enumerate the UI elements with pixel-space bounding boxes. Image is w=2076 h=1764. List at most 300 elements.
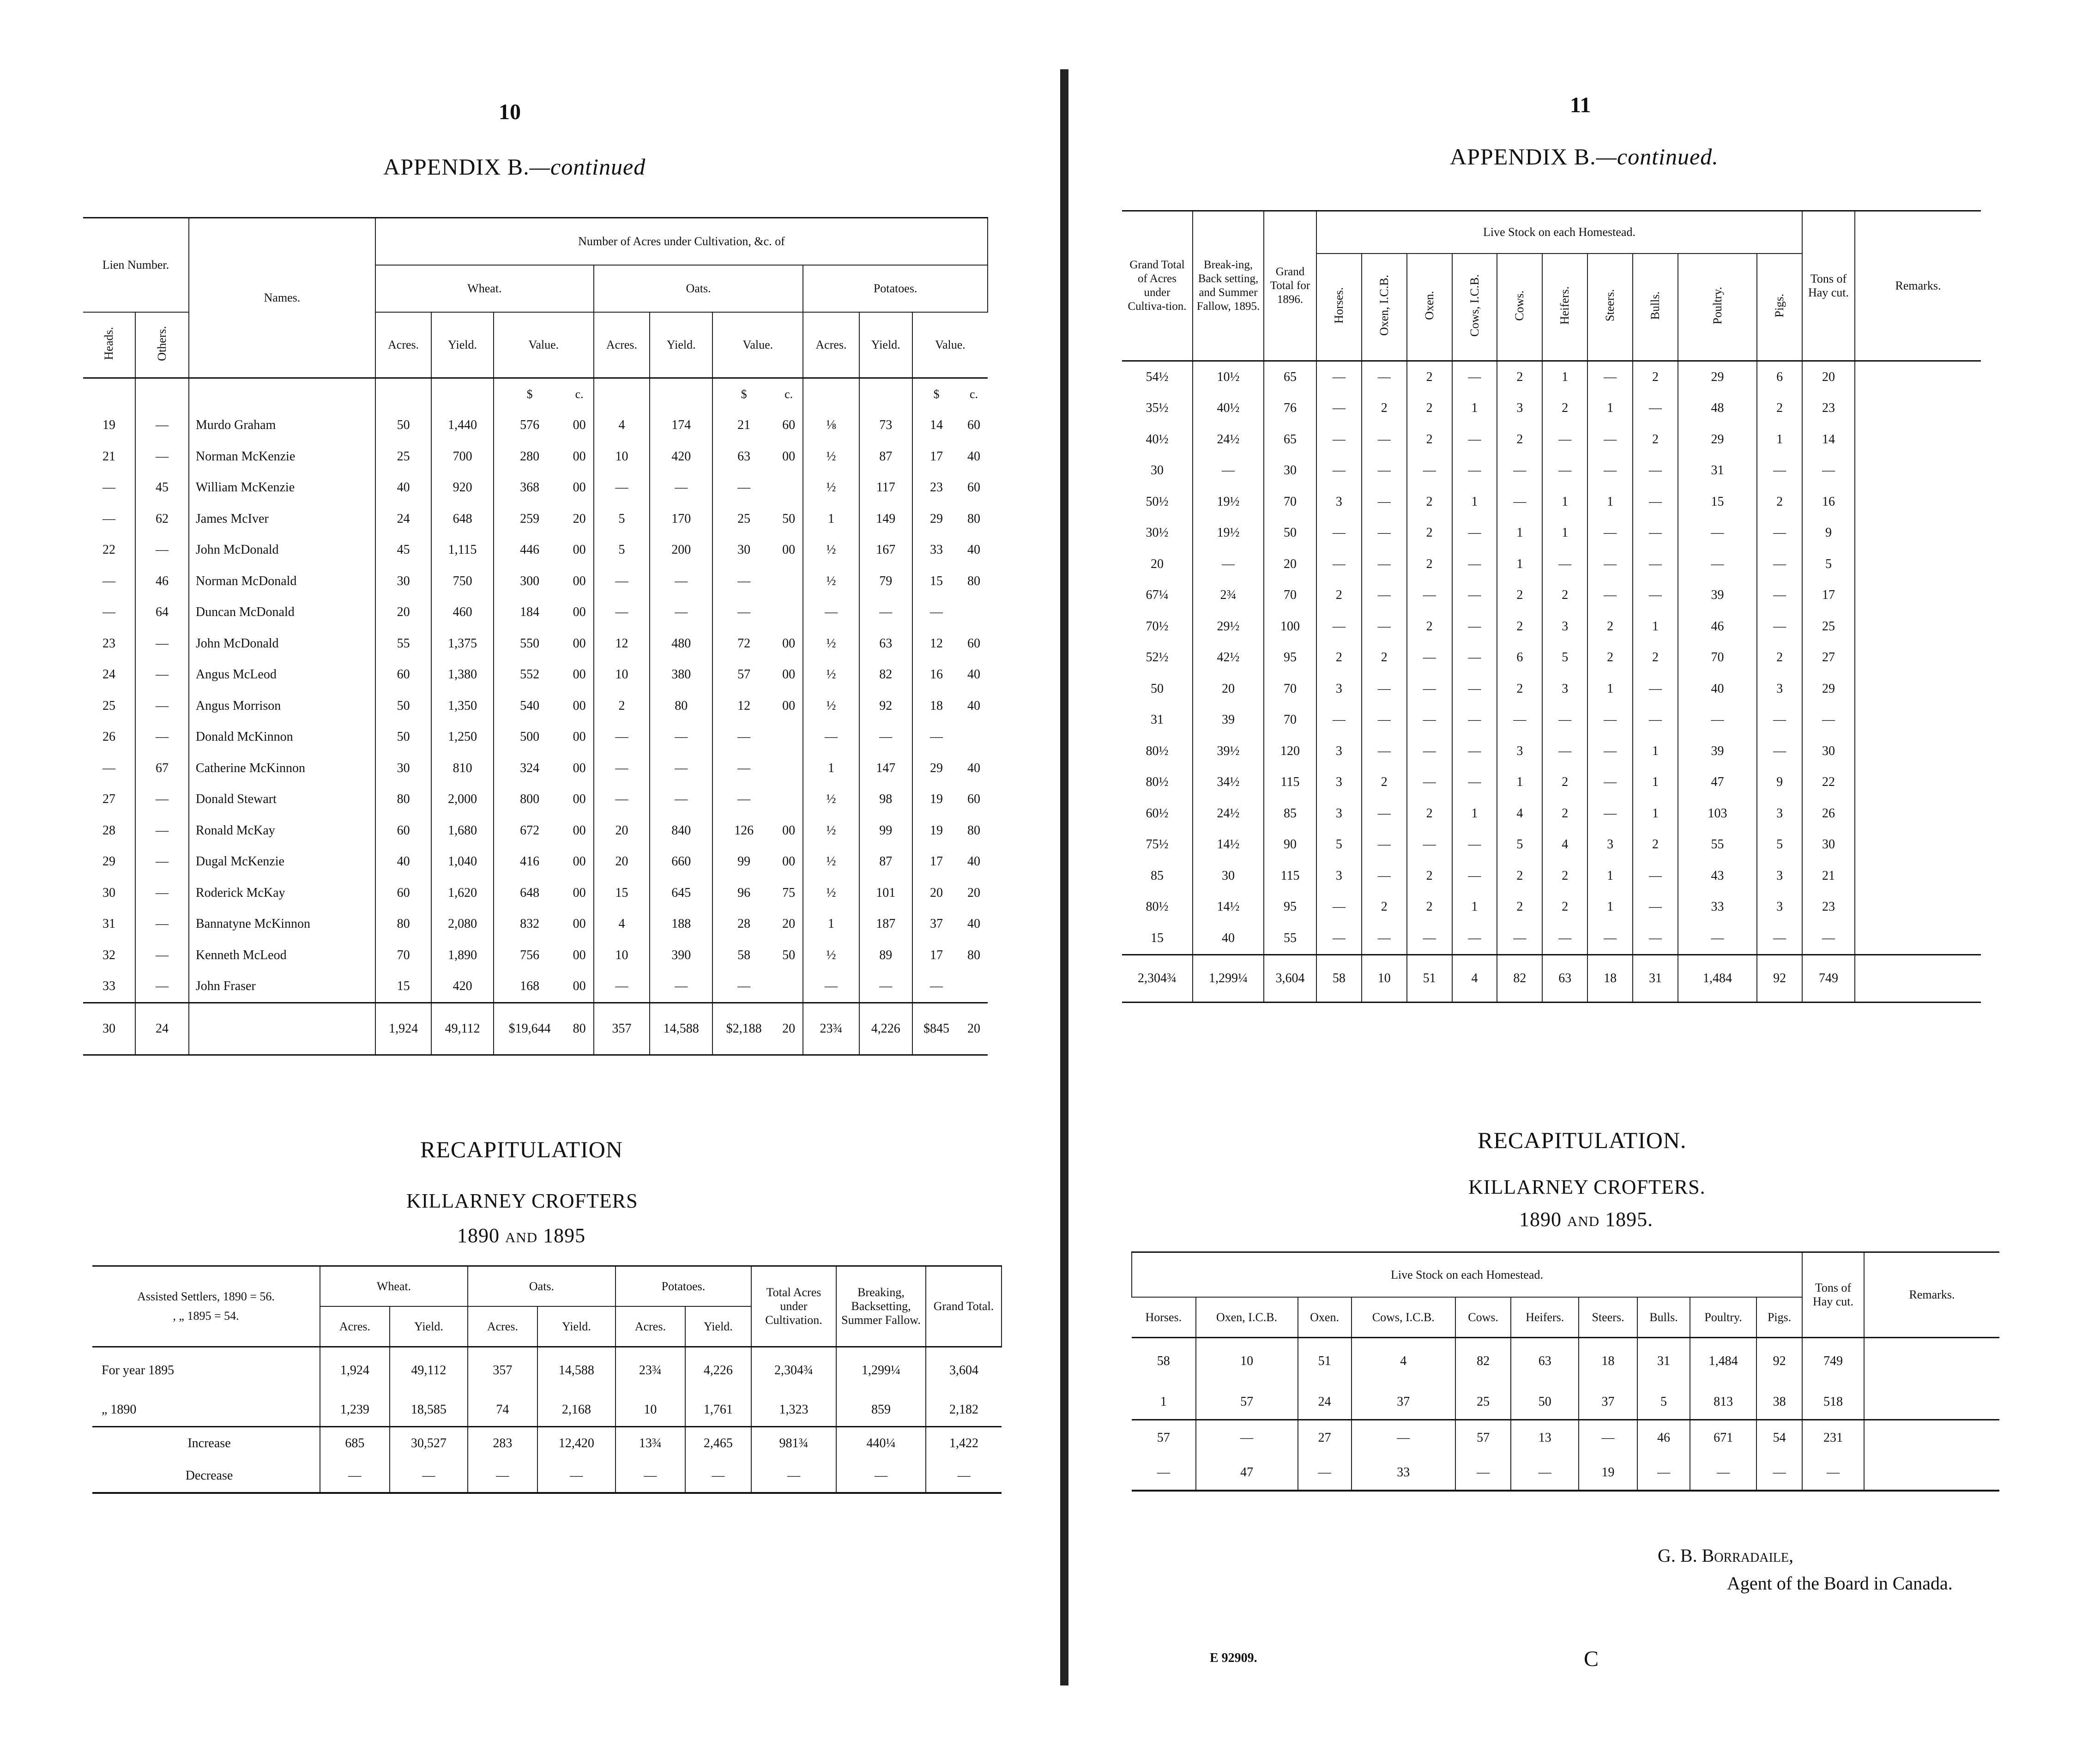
table-cell: 5	[1637, 1384, 1690, 1420]
table-cell: —	[1132, 1455, 1196, 1491]
table-cell: 31	[1122, 705, 1193, 736]
total-cell: 14,588	[650, 1003, 712, 1055]
table-cell: 300	[494, 566, 566, 597]
heads-cell: 25	[83, 690, 135, 722]
table-cell: —	[650, 597, 712, 628]
table-cell: —	[1193, 455, 1264, 487]
table-cell: ½	[803, 566, 859, 597]
table-cell: —	[594, 566, 650, 597]
table-cell: 3	[1542, 611, 1587, 642]
heads-cell: 29	[83, 846, 135, 878]
table-row	[1122, 611, 1981, 642]
remarks-cell	[1855, 705, 1981, 736]
table-cell: 1,115	[431, 535, 494, 566]
table-cell	[775, 597, 803, 628]
table-cell: 23¾	[616, 1347, 685, 1394]
table-cell: 1	[1587, 673, 1633, 705]
total-cell: 4	[1452, 954, 1497, 1002]
table-cell: 29	[1678, 424, 1757, 455]
table-cell: 115	[1264, 767, 1316, 798]
table-cell: 800	[494, 784, 566, 816]
table-cell: —	[1452, 549, 1497, 580]
poultry-header: Poultry.	[1678, 254, 1757, 361]
table-cell: —	[1452, 860, 1497, 892]
table-cell: 58	[1132, 1338, 1196, 1385]
recap-row-label: Increase	[92, 1427, 320, 1460]
table-cell: —	[468, 1460, 537, 1493]
table-cell: —	[1757, 455, 1802, 487]
others-cell: 62	[135, 503, 189, 535]
table-cell: 90	[1264, 829, 1316, 861]
table-cell: 1	[1633, 767, 1678, 798]
table-cell: —	[1542, 455, 1587, 487]
table-cell: 00	[565, 659, 593, 691]
recap-row-label: For year 1895	[92, 1347, 320, 1394]
table-cell: 40	[967, 761, 981, 775]
total-cell: 31	[1633, 954, 1678, 1002]
table-cell: 19	[912, 815, 960, 846]
others-cell: 46	[135, 566, 189, 597]
table-cell: 750	[431, 566, 494, 597]
table-cell: —	[650, 566, 712, 597]
table-cell: 58	[712, 940, 775, 971]
table-cell: 3	[1316, 767, 1362, 798]
table-cell: —	[1316, 393, 1362, 424]
table-cell: 30,527	[390, 1427, 468, 1460]
table-cell: —	[1362, 860, 1407, 892]
table-cell: 24½	[1193, 798, 1264, 829]
table-cell: 184	[494, 597, 566, 628]
table-cell: ½	[803, 877, 859, 909]
table-cell: 2	[594, 690, 650, 722]
table-row	[1122, 393, 1981, 424]
table-cell: —	[1316, 518, 1362, 549]
remarks-header: Remarks.	[1855, 211, 1981, 361]
table-cell: 25	[712, 503, 775, 535]
remarks-cell	[1855, 518, 1981, 549]
table-cell: 18,585	[390, 1394, 468, 1427]
table-cell: 2	[1633, 642, 1678, 674]
table-cell: —	[1452, 642, 1497, 674]
name-cell: John McDonald	[189, 628, 375, 659]
table-cell: —	[1802, 455, 1855, 487]
table-cell: 39	[1678, 736, 1757, 767]
table-cell: 40	[967, 667, 981, 682]
total-cell: 30	[83, 1003, 135, 1055]
table-row	[83, 566, 988, 597]
recap-livestock-body	[1132, 1338, 1999, 1491]
table-cell: 00	[565, 722, 593, 753]
total-cell: $2,188	[712, 1003, 775, 1055]
cows-header: Cows.	[1497, 254, 1542, 361]
table-cell: 00	[565, 909, 593, 940]
table-cell: 34½	[1193, 767, 1264, 798]
remarks-cell	[1855, 736, 1981, 767]
table-cell: 5	[1757, 829, 1802, 861]
table-row	[83, 940, 988, 971]
table-row	[83, 535, 988, 566]
print-code: E 92909.	[1210, 1651, 1257, 1665]
table-cell: 63	[859, 628, 912, 659]
recap-row	[92, 1394, 1002, 1427]
total-cell: 1,299¼	[1193, 954, 1264, 1002]
table-cell: 40	[967, 854, 981, 869]
table-cell: 1,440	[431, 410, 494, 441]
table-cell: 18	[912, 690, 960, 722]
table-cell: 13	[1511, 1420, 1579, 1456]
table-cell: 50	[375, 410, 431, 441]
table-cell: 30½	[1122, 518, 1193, 549]
table-cell: 47	[1678, 767, 1757, 798]
others-cell: —	[135, 690, 189, 722]
table-cell: 14,588	[537, 1347, 616, 1394]
table-cell: 12	[712, 690, 775, 722]
table-cell: —	[1678, 923, 1757, 954]
total-cell: 82	[1497, 954, 1542, 1002]
table-cell: 19	[1579, 1455, 1637, 1491]
table-cell	[775, 971, 803, 1003]
table-cell: 2	[1587, 642, 1633, 674]
table-cell	[775, 753, 803, 784]
table-cell: —	[1633, 860, 1678, 892]
table-cell: —	[912, 722, 960, 753]
assisted-settlers-header: Assisted Settlers, 1890 = 56. , „ 1895 = 54.	[92, 1266, 320, 1347]
table-cell: 00	[775, 441, 803, 472]
recap-grand-total-header: Grand Total.	[926, 1266, 1002, 1347]
table-cell: —	[1497, 455, 1542, 487]
table-cell: 38	[1756, 1384, 1802, 1420]
table-cell: ½	[803, 846, 859, 878]
name-cell: Angus Morrison	[189, 690, 375, 722]
table-cell: —	[1407, 580, 1452, 611]
name-cell: James McIver	[189, 503, 375, 535]
table-cell	[775, 566, 803, 597]
recap-breaking-header: Breaking, Backsetting, Summer Fallow.	[836, 1266, 926, 1347]
table-cell: —	[685, 1460, 751, 1493]
wheat-header: Wheat.	[375, 265, 594, 312]
table-cell: —	[1316, 455, 1362, 487]
table-cell: 5	[594, 535, 650, 566]
table-row	[1122, 767, 1981, 798]
total-cell: 2,304¾	[1122, 954, 1193, 1002]
total-cell: 51	[1407, 954, 1452, 1002]
table-cell: 74	[468, 1394, 537, 1427]
table-cell: 103	[1678, 798, 1757, 829]
table-cell: 13¾	[616, 1427, 685, 1460]
table-cell: —	[912, 971, 960, 1003]
table-cell: —	[859, 722, 912, 753]
table-cell: 20	[1802, 361, 1855, 393]
table-cell: 20	[1122, 549, 1193, 580]
table-cell: 1,375	[431, 628, 494, 659]
table-cell: —	[1633, 923, 1678, 954]
others-cell: —	[135, 535, 189, 566]
table-cell: 98	[859, 784, 912, 816]
total-cell: 20	[960, 1003, 988, 1055]
total-cell: 49,112	[431, 1003, 494, 1055]
recap-potatoes-header: Potatoes.	[616, 1266, 751, 1307]
others-cell: —	[135, 909, 189, 940]
heads-cell: 22	[83, 535, 135, 566]
name-cell: William McKenzie	[189, 472, 375, 504]
table-cell: 55	[1678, 829, 1757, 861]
table-cell: 70	[1264, 705, 1316, 736]
table-cell: 756	[494, 940, 566, 971]
table-cell: 813	[1690, 1384, 1756, 1420]
table-cell: 1,323	[751, 1394, 836, 1427]
table-cell: 672	[494, 815, 566, 846]
table-cell: 20	[594, 815, 650, 846]
remarks-cell	[1864, 1455, 1999, 1491]
table-cell: 10	[616, 1394, 685, 1427]
table-cell: —	[1587, 923, 1633, 954]
table-cell: 648	[494, 877, 566, 909]
table-cell: 37	[1579, 1384, 1637, 1420]
table-cell: 37	[1352, 1384, 1455, 1420]
table-cell: 15	[1122, 923, 1193, 954]
table-cell: 29	[1678, 361, 1757, 393]
table-cell: —	[836, 1460, 926, 1493]
table-cell: —	[1802, 923, 1855, 954]
table-cell: 60	[967, 636, 981, 651]
table-cell: 4	[1352, 1338, 1455, 1385]
table-cell: 80	[967, 511, 981, 526]
table-cell: 39	[1678, 580, 1757, 611]
recap-table	[92, 1265, 1002, 1494]
table-cell: 3	[1757, 673, 1802, 705]
table-cell: —	[594, 597, 650, 628]
table-cell: 2	[1407, 892, 1452, 923]
table-cell: —	[1587, 580, 1633, 611]
table-cell: —	[1452, 455, 1497, 487]
table-cell: —	[1757, 549, 1802, 580]
table-cell: 1	[1633, 611, 1678, 642]
table-cell: 15	[594, 877, 650, 909]
table-cell: 576	[494, 410, 566, 441]
others-cell: 67	[135, 753, 189, 784]
table-cell: —	[1633, 393, 1678, 424]
table-cell: 57	[1196, 1384, 1298, 1420]
table-cell: —	[1407, 923, 1452, 954]
recap-wheat-acres-header: Acres.	[320, 1306, 390, 1347]
remarks-cell	[1855, 860, 1981, 892]
table-cell: 00	[565, 535, 593, 566]
page-number: 10	[499, 100, 521, 124]
table-cell: 2	[1542, 580, 1587, 611]
table-cell: —	[594, 722, 650, 753]
table-cell: 5	[1316, 829, 1362, 861]
heads-cell: —	[83, 503, 135, 535]
table-cell: —	[1497, 923, 1542, 954]
right-page	[1062, 0, 2076, 1764]
table-cell: —	[1362, 549, 1407, 580]
table-cell: 50	[775, 503, 803, 535]
table-cell: 1	[1497, 518, 1542, 549]
others-header: Others.	[135, 312, 189, 378]
table-cell: —	[1587, 736, 1633, 767]
table-cell: 840	[650, 815, 712, 846]
table-cell: 2	[1542, 892, 1587, 923]
others-cell: —	[135, 971, 189, 1003]
table-cell: 87	[859, 846, 912, 878]
recap-row	[1132, 1338, 1999, 1385]
table-cell: 167	[859, 535, 912, 566]
table-cell: 40	[967, 543, 981, 557]
table-row	[1122, 424, 1981, 455]
table-cell: 80½	[1122, 892, 1193, 923]
oats-value-header: Value.	[712, 312, 803, 378]
recap-wheat-yield-header: Yield.	[390, 1306, 468, 1347]
others-cell: —	[135, 784, 189, 816]
table-cell: 60	[375, 815, 431, 846]
table-cell: 50	[1511, 1384, 1579, 1420]
recap-years: 1890 and 1895	[457, 1224, 586, 1247]
table-cell: 1,620	[431, 877, 494, 909]
table-cell: —	[1193, 549, 1264, 580]
name-cell: Kenneth McLeod	[189, 940, 375, 971]
name-cell: Roderick McKay	[189, 877, 375, 909]
recap-col-header: Steers.	[1579, 1297, 1637, 1338]
recap-subtitle: KILLARNEY CROFTERS.	[1468, 1176, 1706, 1198]
table-cell: 31	[1678, 455, 1757, 487]
table-row	[83, 472, 988, 504]
heads-cell: 21	[83, 441, 135, 472]
table-cell: —	[1407, 673, 1452, 705]
table-cell: 120	[1264, 736, 1316, 767]
table-cell: 30	[1802, 829, 1855, 861]
table-cell: 00	[565, 472, 593, 504]
table-cell: ½	[803, 815, 859, 846]
page-heading: APPENDIX B.—continued	[383, 154, 646, 180]
table-cell: 23	[912, 472, 960, 504]
table-cell: 552	[494, 659, 566, 691]
table-cell: 82	[859, 659, 912, 691]
total-cell: 749	[1802, 954, 1855, 1002]
others-cell: —	[135, 441, 189, 472]
total-cell: 20	[775, 1003, 803, 1055]
table-cell: —	[594, 971, 650, 1003]
table-cell: 1	[803, 909, 859, 940]
remarks-cell	[1855, 829, 1981, 861]
recap-potatoes-acres-header: Acres.	[616, 1306, 685, 1347]
table-cell: 39½	[1193, 736, 1264, 767]
table-cell: 30	[1264, 455, 1316, 487]
table-cell	[775, 722, 803, 753]
table-cell: 29½	[1193, 611, 1264, 642]
heads-cell: —	[83, 566, 135, 597]
table-row	[83, 784, 988, 816]
table-cell: —	[912, 597, 960, 628]
others-cell: —	[135, 659, 189, 691]
others-cell: —	[135, 722, 189, 753]
grand-total-acres-header: Grand Total of Acres under Cultiva-tion.	[1122, 211, 1193, 361]
recap-live-stock-header: Live Stock on each Homestead.	[1132, 1252, 1802, 1298]
table-cell: —	[1362, 486, 1407, 518]
table-cell: 29	[1802, 673, 1855, 705]
recap-oats-acres-header: Acres.	[468, 1306, 537, 1347]
table-cell: —	[1455, 1455, 1511, 1491]
recap-col-header: Cows, I.C.B.	[1352, 1297, 1455, 1338]
table-cell: —	[1633, 549, 1678, 580]
table-cell: 15	[375, 971, 431, 1003]
table-cell: 3	[1757, 798, 1802, 829]
table-cell: 50	[1122, 673, 1193, 705]
table-row	[1122, 549, 1981, 580]
heads-cell: 24	[83, 659, 135, 691]
table-cell: 9	[1802, 518, 1855, 549]
table-cell: 550	[494, 628, 566, 659]
table-cell: 2,168	[537, 1394, 616, 1427]
table-cell: 70	[1264, 486, 1316, 518]
table-cell: 00	[775, 659, 803, 691]
table-cell: —	[1633, 673, 1678, 705]
table-cell: 75½	[1122, 829, 1193, 861]
table-cell: 26	[1802, 798, 1855, 829]
table-cell: —	[712, 597, 775, 628]
total-cell: 24	[135, 1003, 189, 1055]
table-cell: 2	[1407, 424, 1452, 455]
table-cell: 70½	[1122, 611, 1193, 642]
table-cell: —	[1542, 549, 1587, 580]
table-cell: 27	[1298, 1420, 1352, 1456]
table-cell: 20	[912, 877, 960, 909]
table-cell: 48	[1678, 393, 1757, 424]
table-cell: —	[1542, 736, 1587, 767]
table-cell: —	[594, 472, 650, 504]
recap-title: RECAPITULATION	[420, 1136, 623, 1162]
table-cell: 2	[1542, 860, 1587, 892]
heads-cell: —	[83, 597, 135, 628]
table-cell: —	[803, 597, 859, 628]
table-cell: 174	[650, 410, 712, 441]
table-cell: 96	[712, 877, 775, 909]
table-row	[1122, 798, 1981, 829]
table-cell: 10	[594, 940, 650, 971]
table-cell: 1	[1542, 518, 1587, 549]
table-cell: —	[1407, 705, 1452, 736]
table-cell	[960, 722, 988, 753]
table-row	[83, 909, 988, 940]
remarks-cell	[1855, 486, 1981, 518]
table-cell: 1	[1132, 1384, 1196, 1420]
table-cell: —	[1587, 361, 1633, 393]
heads-cell: 19	[83, 410, 135, 441]
table-cell: —	[1407, 767, 1452, 798]
recap-col-header: Horses.	[1132, 1297, 1196, 1338]
table-row	[1122, 892, 1981, 923]
total-cell: 18	[1587, 954, 1633, 1002]
name-cell: Donald McKinnon	[189, 722, 375, 753]
table-cell: 518	[1802, 1384, 1864, 1420]
table-cell: 3	[1497, 393, 1542, 424]
table-cell: —	[1802, 1455, 1864, 1491]
table-cell: —	[650, 753, 712, 784]
table-cell: —	[1802, 705, 1855, 736]
table-cell: 00	[565, 690, 593, 722]
table-cell: 57	[1132, 1420, 1196, 1456]
table-cell: 390	[650, 940, 712, 971]
table-cell: —	[1756, 1455, 1802, 1491]
table-cell: —	[1633, 892, 1678, 923]
table-cell: 10	[594, 441, 650, 472]
table-cell: 55	[1264, 923, 1316, 954]
table-cell: —	[1633, 705, 1678, 736]
table-cell: 99	[859, 815, 912, 846]
potatoes-value-header: Value.	[912, 312, 988, 378]
table-cell: —	[1497, 705, 1542, 736]
table-cell: 40	[967, 917, 981, 931]
table-cell: 920	[431, 472, 494, 504]
